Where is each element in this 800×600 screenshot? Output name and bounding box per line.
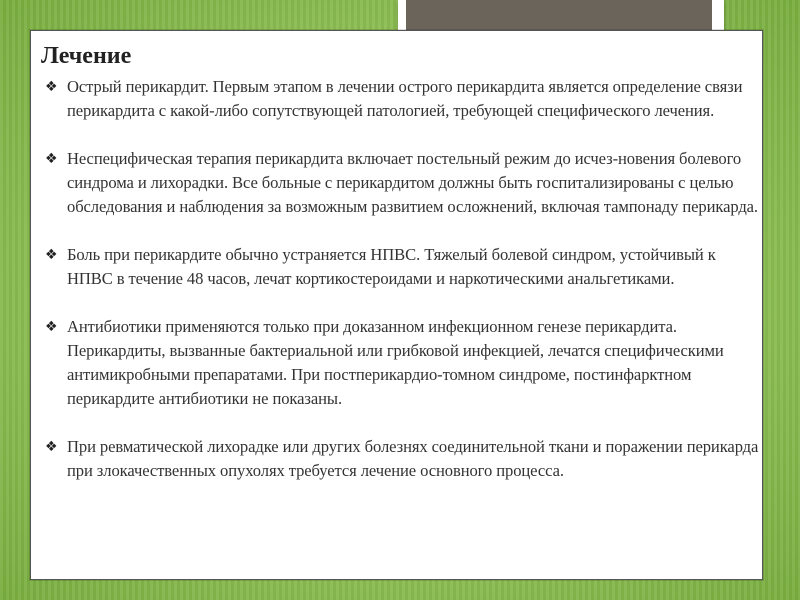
content-slide [30, 30, 763, 580]
list-item-text: Антибиотики применяются только при доказанном инфекционном генезе перикардита. Перикардиты, вызванные бактериальной или грибковой инфекцией, лечатся специфическими антимикробными препаратами. При постперикардио-томном синдроме, постинфарктном перикардите антибиотики не показаны. [67, 317, 724, 408]
list-item [45, 315, 759, 411]
list-item [45, 243, 759, 291]
list-item [45, 75, 759, 123]
list-item [45, 435, 759, 483]
list-item-text: Неспецифическая терапия перикардита включает постельный режим до исчез-новения болевого синдрома и лихорадки. Все больные с перикардитом должны быть госпитализированы с целью обследования и наблюдения за возможным развитием осложнений, включая тампонаду перикарда. [67, 149, 758, 216]
diamond-bullet-icon: ❖ [45, 79, 58, 95]
list-item-text: При ревматической лихорадке или других болезнях соединительной ткани и поражении перикарда при злокачественных опухолях требуется лечение основного процесса. [67, 437, 759, 480]
list-item [45, 147, 759, 219]
bullet-list [45, 75, 759, 507]
diamond-bullet-icon: ❖ [45, 247, 58, 263]
slide-heading: Лечение [41, 43, 132, 69]
list-item-text: Острый перикардит. Первым этапом в лечении острого перикардита является определение связи перикардита с какой-либо сопутствующей патологией, требующей специфического лечения. [67, 77, 743, 120]
diamond-bullet-icon: ❖ [45, 319, 58, 335]
list-item-text: Боль при перикардите обычно устраняется НПВС. Тяжелый болевой синдром, устойчивый к НПВС в течение 48 часов, лечат кортикостероидами и наркотическими анальгетиками. [67, 245, 716, 288]
diamond-bullet-icon: ❖ [45, 439, 58, 455]
diamond-bullet-icon: ❖ [45, 151, 58, 167]
